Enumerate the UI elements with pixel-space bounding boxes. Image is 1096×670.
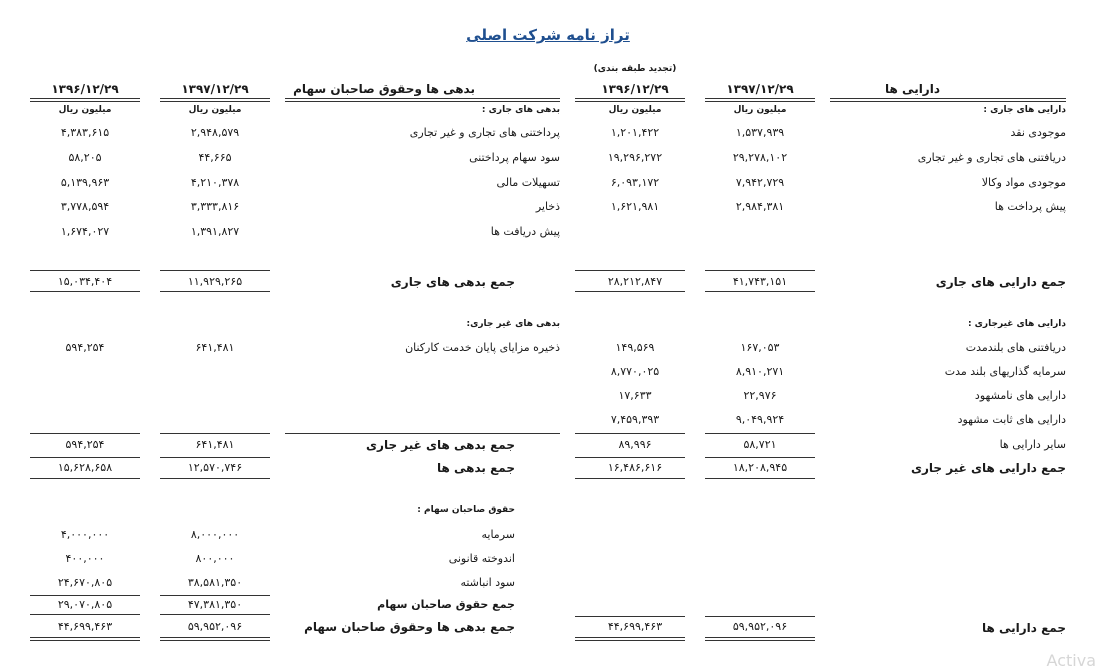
subtotal-rule bbox=[705, 478, 815, 479]
value-1397: ۱,۵۳۷,۹۳۹ bbox=[735, 126, 785, 139]
subtotal-rule bbox=[575, 478, 685, 479]
subtotal-rule bbox=[575, 616, 685, 617]
list-item-label: سرمایه گذاریهای بلند مدت bbox=[944, 365, 1066, 378]
value-1396: ۸,۷۷۰,۰۲۵ bbox=[610, 365, 660, 378]
list-item-label: پیش پرداخت ها bbox=[994, 200, 1066, 213]
value-1396: ۱۴۹,۵۶۹ bbox=[615, 341, 655, 354]
assets-header-rule bbox=[830, 98, 1066, 102]
subtotal-rule bbox=[160, 614, 270, 615]
liab-noncurrent-heading: بدهی های غیر جاری: bbox=[466, 319, 560, 329]
value-1397: ۵۹,۹۵۲,۰۹۶ bbox=[732, 620, 788, 633]
value-1397: ۵۸,۷۲۱ bbox=[743, 438, 777, 451]
liab-1396-header-rule bbox=[30, 98, 140, 102]
list-item-label: سود سهام پرداختنی bbox=[469, 151, 560, 164]
value-1397: ۱۱,۹۲۹,۲۶۵ bbox=[187, 275, 243, 288]
value-1396: ۶,۰۹۳,۱۷۲ bbox=[610, 176, 660, 189]
value-1397: ۵۹,۹۵۲,۰۹۶ bbox=[187, 620, 243, 633]
value-1397: ۲۹,۲۷۸,۱۰۲ bbox=[732, 151, 788, 164]
value-1396: ۴,۰۰۰,۰۰۰ bbox=[60, 528, 110, 541]
list-item-label: موجودی نقد bbox=[1010, 126, 1066, 139]
subtotal-rule bbox=[705, 291, 815, 292]
list-item-label: موجودی مواد وکالا bbox=[981, 176, 1066, 189]
equity-grand-total-label: جمع بدهی ها وحقوق صاحبان سهام bbox=[304, 620, 515, 634]
value-1397: ۱,۳۹۱,۸۲۷ bbox=[190, 225, 240, 238]
liab-header-rule bbox=[285, 98, 560, 102]
subtotal-rule bbox=[30, 614, 140, 615]
value-1397: ۱۸,۲۰۸,۹۴۵ bbox=[732, 461, 788, 474]
subtotal-rule bbox=[575, 270, 685, 271]
assets-noncurrent-heading: دارایی های غیرجاری : bbox=[967, 319, 1066, 329]
subtotal-rule bbox=[30, 457, 140, 458]
grand-total-double-rule bbox=[30, 637, 140, 641]
subtotal-rule bbox=[705, 433, 815, 434]
subtotal-rule bbox=[30, 270, 140, 271]
value-1396: ۲۴,۶۷۰,۸۰۵ bbox=[57, 576, 113, 589]
assets-year-1396: ۱۳۹۶/۱۲/۲۹ bbox=[601, 82, 669, 96]
subtotal-rule bbox=[30, 433, 140, 434]
value-1396: ۱,۶۷۴,۰۲۷ bbox=[60, 225, 110, 238]
value-1397: ۲,۹۴۸,۵۷۹ bbox=[190, 126, 240, 139]
subtotal-rule bbox=[575, 291, 685, 292]
subtotal-rule bbox=[160, 457, 270, 458]
value-1396: ۴۰۰,۰۰۰ bbox=[65, 552, 105, 565]
unit-label: میلیون ریال bbox=[608, 105, 662, 115]
value-1396: ۵۹۴,۲۵۴ bbox=[65, 438, 105, 451]
list-item-label: دریافتنی های بلندمدت bbox=[965, 341, 1066, 354]
list-item-label: دریافتنی های تجاری و غیر تجاری bbox=[917, 151, 1066, 164]
value-1397: ۴۷,۳۸۱,۳۵۰ bbox=[187, 598, 243, 611]
value-1396: ۱,۶۲۱,۹۸۱ bbox=[610, 200, 660, 213]
liab-total-label: جمع بدهی ها bbox=[437, 461, 515, 475]
value-1397: ۴۴,۶۶۵ bbox=[198, 151, 232, 164]
value-1397: ۴۱,۷۴۳,۱۵۱ bbox=[732, 275, 788, 288]
value-1397: ۳,۳۳۳,۸۱۶ bbox=[190, 200, 240, 213]
value-1396: ۷,۴۵۹,۳۹۳ bbox=[610, 413, 660, 426]
assets-year-1397: ۱۳۹۷/۱۲/۲۹ bbox=[726, 82, 794, 96]
watermark-text: Activa bbox=[1046, 651, 1096, 670]
value-1396: ۵۸,۲۰۵ bbox=[68, 151, 102, 164]
value-1397: ۲,۹۸۴,۳۸۱ bbox=[735, 200, 785, 213]
liab-current-total-label: جمع بدهی های جاری bbox=[390, 275, 515, 289]
subtotal-rule bbox=[575, 433, 685, 434]
assets-1396-header-rule bbox=[575, 98, 685, 102]
liab-current-heading: بدهی های جاری : bbox=[481, 105, 560, 115]
reclass-note: (تجدید طبقه بندی) bbox=[593, 64, 677, 74]
value-1396: ۴,۳۸۳,۶۱۵ bbox=[60, 126, 110, 139]
list-item-label: پیش دریافت ها bbox=[490, 225, 560, 238]
liab-1397-header-rule bbox=[160, 98, 270, 102]
value-1396: ۵۹۴,۲۵۴ bbox=[65, 341, 105, 354]
list-item-label: ذخیره مزایای پایان خدمت کارکنان bbox=[405, 341, 560, 354]
unit-label: میلیون ریال bbox=[733, 105, 787, 115]
equity-total-label: جمع حقوق صاحبان سهام bbox=[377, 598, 515, 611]
liab-year-1397: ۱۳۹۷/۱۲/۲۹ bbox=[181, 82, 249, 96]
assets-header: دارایی ها bbox=[885, 82, 940, 96]
subtotal-rule bbox=[160, 270, 270, 271]
subtotal-rule bbox=[30, 595, 140, 596]
equity-heading: حقوق صاحبان سهام : bbox=[417, 505, 515, 515]
subtotal-rule bbox=[160, 478, 270, 479]
unit-label: میلیون ریال bbox=[188, 105, 242, 115]
subtotal-rule bbox=[285, 433, 560, 434]
subtotal-rule bbox=[160, 433, 270, 434]
value-1397: ۱۶۷,۰۵۳ bbox=[740, 341, 780, 354]
subtotal-rule bbox=[160, 291, 270, 292]
grand-total-double-rule bbox=[575, 637, 685, 641]
assets-grand-total-label: جمع دارایی ها bbox=[981, 621, 1066, 635]
value-1396: ۲۸,۲۱۲,۸۴۷ bbox=[607, 275, 663, 288]
page-title: تراز نامه شرکت اصلی bbox=[466, 26, 630, 44]
liab-noncurrent-total-label: جمع بدهی های غیر جاری bbox=[366, 438, 515, 452]
value-1397: ۷,۹۴۲,۷۲۹ bbox=[735, 176, 785, 189]
value-1397: ۲۲,۹۷۶ bbox=[743, 389, 777, 402]
subtotal-rule bbox=[575, 457, 685, 458]
subtotal-rule bbox=[30, 291, 140, 292]
grand-total-double-rule bbox=[160, 637, 270, 641]
value-1396: ۱۵,۰۳۴,۴۰۴ bbox=[57, 275, 113, 288]
list-item-label: سایر دارایی ها bbox=[999, 438, 1066, 451]
value-1397: ۸,۰۰۰,۰۰۰ bbox=[190, 528, 240, 541]
value-1397: ۹,۰۴۹,۹۲۴ bbox=[735, 413, 785, 426]
list-item-label: اندوخته قانونی bbox=[448, 552, 515, 565]
value-1396: ۲۹,۰۷۰,۸۰۵ bbox=[57, 598, 113, 611]
list-item-label: دارایی های ثابت مشهود bbox=[957, 413, 1066, 426]
value-1397: ۶۴۱,۴۸۱ bbox=[195, 438, 235, 451]
list-item-label: سود انباشته bbox=[460, 576, 515, 589]
list-item-label: دارایی های نامشهود bbox=[974, 389, 1066, 402]
assets-current-heading: دارایی های جاری : bbox=[983, 105, 1066, 115]
assets-current-total-label: جمع دارایی های جاری bbox=[935, 275, 1066, 289]
value-1397: ۸,۹۱۰,۲۷۱ bbox=[735, 365, 785, 378]
value-1397: ۳۸,۵۸۱,۳۵۰ bbox=[187, 576, 243, 589]
unit-label: میلیون ریال bbox=[58, 105, 112, 115]
subtotal-rule bbox=[30, 478, 140, 479]
subtotal-rule bbox=[705, 270, 815, 271]
value-1397: ۸۰۰,۰۰۰ bbox=[195, 552, 235, 565]
list-item-label: ذخایر bbox=[535, 200, 560, 213]
list-item-label: پرداختنی های تجاری و غیر تجاری bbox=[409, 126, 560, 139]
list-item-label: سرمایه bbox=[481, 528, 515, 541]
value-1397: ۶۴۱,۴۸۱ bbox=[195, 341, 235, 354]
value-1396: ۱,۲۰۱,۴۲۲ bbox=[610, 126, 660, 139]
value-1396: ۱۷,۶۳۳ bbox=[618, 389, 652, 402]
value-1397: ۴,۲۱۰,۳۷۸ bbox=[190, 176, 240, 189]
assets-noncurrent-total-label: جمع دارایی های غیر جاری bbox=[911, 461, 1066, 475]
assets-1397-header-rule bbox=[705, 98, 815, 102]
value-1396: ۱۵,۶۲۸,۶۵۸ bbox=[57, 461, 113, 474]
list-item-label: تسهیلات مالی bbox=[496, 176, 560, 189]
value-1396: ۳,۷۷۸,۵۹۴ bbox=[60, 200, 110, 213]
subtotal-rule bbox=[160, 595, 270, 596]
subtotal-rule bbox=[705, 616, 815, 617]
value-1396: ۴۴,۶۹۹,۴۶۳ bbox=[57, 620, 113, 633]
value-1397: ۱۲,۵۷۰,۷۴۶ bbox=[187, 461, 243, 474]
subtotal-rule bbox=[705, 457, 815, 458]
value-1396: ۱۶,۴۸۶,۶۱۶ bbox=[607, 461, 663, 474]
value-1396: ۴۴,۶۹۹,۴۶۳ bbox=[607, 620, 663, 633]
liab-header: بدهی ها وحقوق صاحبان سهام bbox=[293, 82, 475, 96]
grand-total-double-rule bbox=[705, 637, 815, 641]
value-1396: ۵,۱۳۹,۹۶۳ bbox=[60, 176, 110, 189]
liab-year-1396: ۱۳۹۶/۱۲/۲۹ bbox=[51, 82, 119, 96]
value-1396: ۱۹,۲۹۶,۲۷۲ bbox=[607, 151, 663, 164]
value-1396: ۸۹,۹۹۶ bbox=[618, 438, 652, 451]
